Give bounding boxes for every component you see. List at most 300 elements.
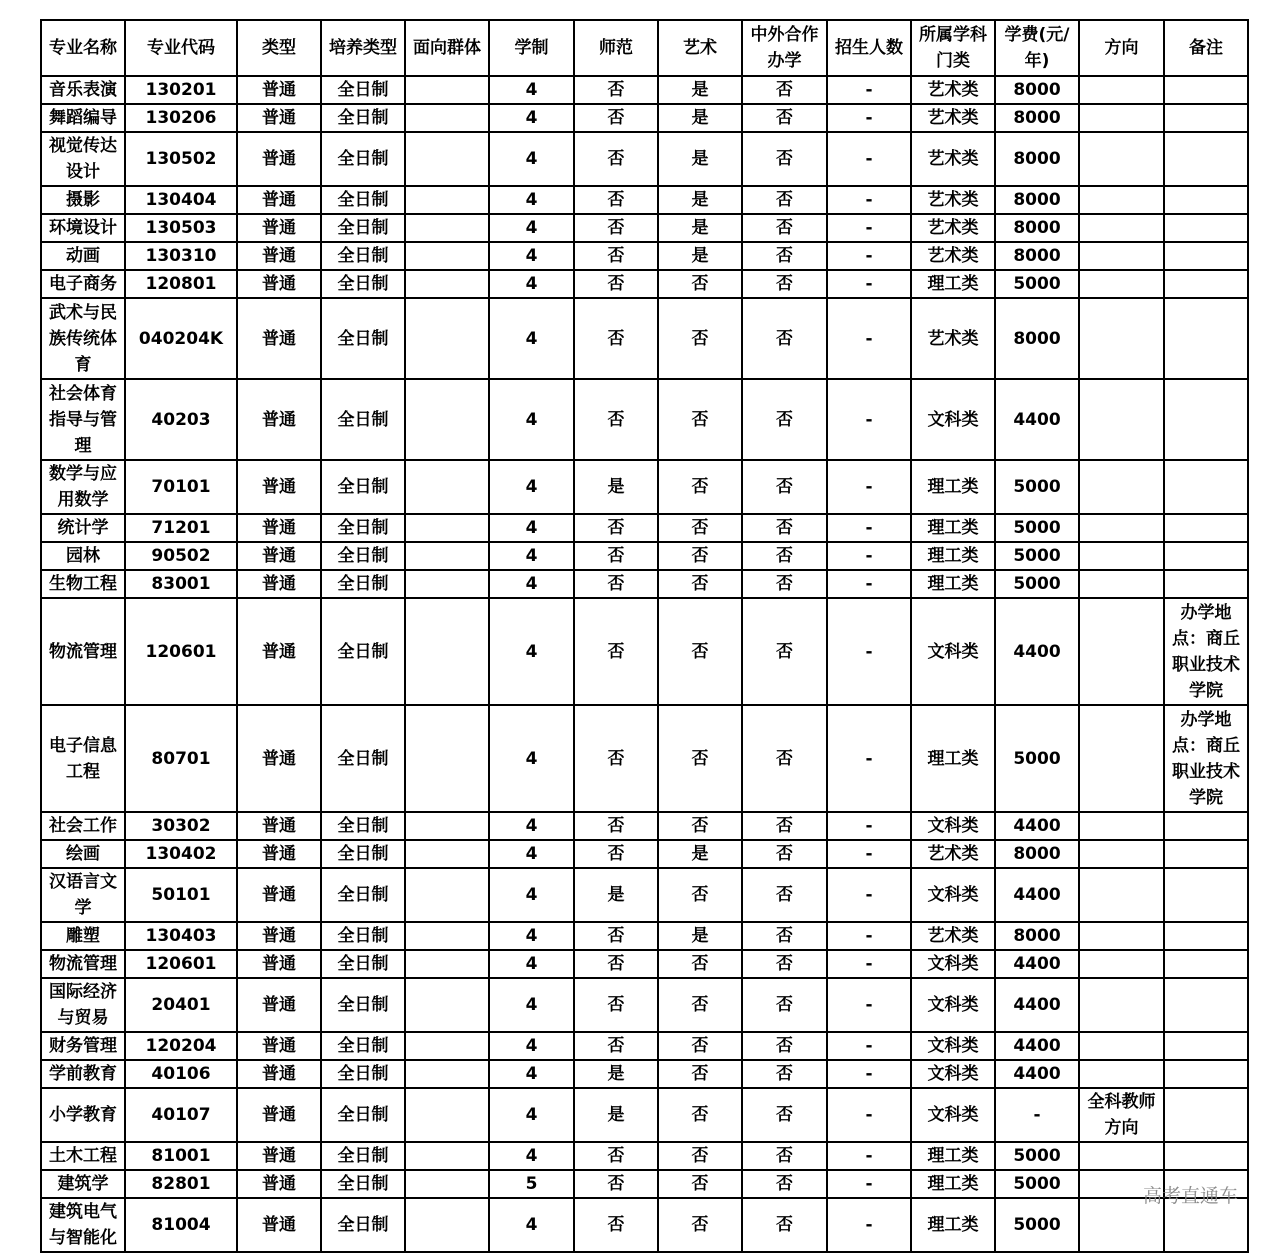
cell-coop: 否 [742, 978, 827, 1032]
cell-direction [1079, 76, 1164, 104]
cell-count: - [827, 460, 911, 514]
cell-art: 否 [658, 298, 742, 379]
header-col-category: 所属学科门类 [911, 20, 995, 76]
cell-coop: 否 [742, 868, 827, 922]
cell-normal: 否 [574, 242, 658, 270]
cell-group [405, 514, 489, 542]
cell-years: 4 [489, 570, 574, 598]
cell-years: 4 [489, 460, 574, 514]
cell-category: 理工类 [911, 1170, 995, 1198]
cell-group [405, 379, 489, 460]
cell-normal: 是 [574, 868, 658, 922]
cell-art: 否 [658, 950, 742, 978]
cell-category: 理工类 [911, 1142, 995, 1170]
cell-count: - [827, 379, 911, 460]
cell-category: 文科类 [911, 868, 995, 922]
cell-code: 120601 [125, 950, 237, 978]
table-row [41, 132, 1248, 186]
table-row [41, 1170, 1248, 1198]
cell-note [1164, 104, 1248, 132]
cell-fee: 5000 [995, 570, 1079, 598]
cell-fee: 4400 [995, 812, 1079, 840]
cell-code: 82801 [125, 1170, 237, 1198]
cell-code: 120601 [125, 598, 237, 705]
cell-normal: 否 [574, 978, 658, 1032]
cell-group [405, 542, 489, 570]
cell-art: 是 [658, 840, 742, 868]
cell-art: 是 [658, 104, 742, 132]
cell-mode: 全日制 [321, 514, 405, 542]
cell-fee: 8000 [995, 214, 1079, 242]
cell-count: - [827, 242, 911, 270]
cell-years: 4 [489, 1032, 574, 1060]
cell-direction [1079, 186, 1164, 214]
cell-years: 4 [489, 868, 574, 922]
cell-count: - [827, 868, 911, 922]
header-col-type: 类型 [237, 20, 321, 76]
header-col-group: 面向群体 [405, 20, 489, 76]
cell-category: 艺术类 [911, 242, 995, 270]
cell-normal: 否 [574, 104, 658, 132]
cell-art: 否 [658, 514, 742, 542]
cell-type: 普通 [237, 214, 321, 242]
cell-code: 81001 [125, 1142, 237, 1170]
cell-note [1164, 186, 1248, 214]
cell-name: 环境设计 [41, 214, 125, 242]
cell-type: 普通 [237, 1170, 321, 1198]
cell-mode: 全日制 [321, 1170, 405, 1198]
cell-normal: 否 [574, 514, 658, 542]
cell-art: 否 [658, 379, 742, 460]
cell-name: 学前教育 [41, 1060, 125, 1088]
cell-coop: 否 [742, 104, 827, 132]
cell-coop: 否 [742, 705, 827, 812]
cell-mode: 全日制 [321, 1088, 405, 1142]
cell-count: - [827, 840, 911, 868]
cell-note [1164, 1088, 1248, 1142]
cell-category: 文科类 [911, 1032, 995, 1060]
cell-mode: 全日制 [321, 76, 405, 104]
cell-fee: 4400 [995, 598, 1079, 705]
cell-mode: 全日制 [321, 922, 405, 950]
header-col-fee: 学费(元/年) [995, 20, 1079, 76]
cell-normal: 否 [574, 705, 658, 812]
cell-code: 40107 [125, 1088, 237, 1142]
cell-direction [1079, 1142, 1164, 1170]
cell-note: 办学地点：商丘职业技术学院 [1164, 598, 1248, 705]
cell-years: 4 [489, 104, 574, 132]
cell-name: 绘画 [41, 840, 125, 868]
cell-group [405, 186, 489, 214]
cell-coop: 否 [742, 1142, 827, 1170]
table-row [41, 868, 1248, 922]
cell-code: 130206 [125, 104, 237, 132]
cell-normal: 否 [574, 1032, 658, 1060]
cell-type: 普通 [237, 379, 321, 460]
cell-normal: 否 [574, 270, 658, 298]
cell-note [1164, 514, 1248, 542]
cell-coop: 否 [742, 598, 827, 705]
cell-fee: 5000 [995, 1170, 1079, 1198]
cell-fee: 5000 [995, 705, 1079, 812]
cell-count: - [827, 186, 911, 214]
cell-type: 普通 [237, 242, 321, 270]
cell-code: 130201 [125, 76, 237, 104]
cell-fee: 4400 [995, 1060, 1079, 1088]
cell-fee: 5000 [995, 270, 1079, 298]
cell-count: - [827, 270, 911, 298]
cell-type: 普通 [237, 598, 321, 705]
cell-count: - [827, 1060, 911, 1088]
cell-type: 普通 [237, 868, 321, 922]
cell-direction [1079, 598, 1164, 705]
cell-name: 动画 [41, 242, 125, 270]
cell-normal: 是 [574, 1088, 658, 1142]
cell-mode: 全日制 [321, 1142, 405, 1170]
cell-name: 建筑学 [41, 1170, 125, 1198]
cell-fee: 8000 [995, 922, 1079, 950]
cell-direction [1079, 812, 1164, 840]
cell-mode: 全日制 [321, 978, 405, 1032]
cell-type: 普通 [237, 132, 321, 186]
table-row [41, 1032, 1248, 1060]
cell-fee: 4400 [995, 978, 1079, 1032]
cell-years: 4 [489, 840, 574, 868]
cell-art: 否 [658, 1088, 742, 1142]
cell-art: 否 [658, 570, 742, 598]
cell-code: 70101 [125, 460, 237, 514]
cell-type: 普通 [237, 1060, 321, 1088]
cell-direction [1079, 950, 1164, 978]
cell-name: 数学与应用数学 [41, 460, 125, 514]
cell-count: - [827, 542, 911, 570]
cell-code: 40203 [125, 379, 237, 460]
table-row [41, 922, 1248, 950]
cell-normal: 否 [574, 186, 658, 214]
cell-art: 否 [658, 542, 742, 570]
cell-direction: 全科教师方向 [1079, 1088, 1164, 1142]
cell-count: - [827, 950, 911, 978]
majors-table [40, 19, 1249, 1253]
table-row [41, 104, 1248, 132]
cell-count: - [827, 570, 911, 598]
cell-count: - [827, 76, 911, 104]
cell-years: 4 [489, 270, 574, 298]
table-row [41, 1142, 1248, 1170]
cell-name: 财务管理 [41, 1032, 125, 1060]
table-row [41, 598, 1248, 705]
cell-years: 4 [489, 379, 574, 460]
cell-category: 艺术类 [911, 132, 995, 186]
cell-normal: 否 [574, 840, 658, 868]
cell-category: 理工类 [911, 570, 995, 598]
cell-type: 普通 [237, 950, 321, 978]
cell-art: 否 [658, 598, 742, 705]
cell-coop: 否 [742, 1060, 827, 1088]
cell-fee: 8000 [995, 840, 1079, 868]
cell-direction [1079, 132, 1164, 186]
cell-group [405, 840, 489, 868]
cell-name: 统计学 [41, 514, 125, 542]
cell-category: 理工类 [911, 460, 995, 514]
header-col-mode: 培养类型 [321, 20, 405, 76]
cell-mode: 全日制 [321, 242, 405, 270]
cell-note [1164, 978, 1248, 1032]
cell-direction [1079, 922, 1164, 950]
table-body [41, 76, 1248, 1252]
cell-mode: 全日制 [321, 270, 405, 298]
cell-art: 否 [658, 1198, 742, 1252]
cell-category: 文科类 [911, 598, 995, 705]
cell-code: 130310 [125, 242, 237, 270]
cell-count: - [827, 1170, 911, 1198]
cell-note [1164, 1032, 1248, 1060]
cell-direction [1079, 460, 1164, 514]
table-row [41, 812, 1248, 840]
cell-art: 否 [658, 812, 742, 840]
cell-normal: 否 [574, 922, 658, 950]
table-row [41, 1198, 1248, 1252]
cell-type: 普通 [237, 1198, 321, 1252]
cell-direction [1079, 1060, 1164, 1088]
cell-code: 120801 [125, 270, 237, 298]
cell-type: 普通 [237, 840, 321, 868]
header-col-code: 专业代码 [125, 20, 237, 76]
header-col-name: 专业名称 [41, 20, 125, 76]
table-row [41, 514, 1248, 542]
cell-fee: - [995, 1088, 1079, 1142]
cell-type: 普通 [237, 978, 321, 1032]
table-header-row [41, 20, 1248, 76]
cell-mode: 全日制 [321, 186, 405, 214]
cell-coop: 否 [742, 214, 827, 242]
cell-mode: 全日制 [321, 1198, 405, 1252]
cell-note [1164, 379, 1248, 460]
cell-fee: 8000 [995, 186, 1079, 214]
cell-art: 是 [658, 922, 742, 950]
cell-group [405, 978, 489, 1032]
cell-category: 艺术类 [911, 214, 995, 242]
cell-years: 4 [489, 186, 574, 214]
majors-table-container [40, 19, 1249, 1253]
cell-count: - [827, 1088, 911, 1142]
table-row [41, 840, 1248, 868]
cell-fee: 5000 [995, 514, 1079, 542]
cell-category: 理工类 [911, 1198, 995, 1252]
cell-normal: 否 [574, 1170, 658, 1198]
cell-direction [1079, 214, 1164, 242]
cell-code: 90502 [125, 542, 237, 570]
cell-coop: 否 [742, 514, 827, 542]
table-row [41, 379, 1248, 460]
cell-years: 4 [489, 514, 574, 542]
cell-mode: 全日制 [321, 840, 405, 868]
cell-name: 物流管理 [41, 598, 125, 705]
cell-count: - [827, 1142, 911, 1170]
cell-years: 4 [489, 922, 574, 950]
cell-direction [1079, 840, 1164, 868]
cell-fee: 5000 [995, 542, 1079, 570]
cell-note [1164, 460, 1248, 514]
cell-normal: 否 [574, 542, 658, 570]
cell-note [1164, 542, 1248, 570]
header-col-art: 艺术 [658, 20, 742, 76]
cell-note [1164, 868, 1248, 922]
cell-direction [1079, 514, 1164, 542]
cell-mode: 全日制 [321, 705, 405, 812]
cell-note [1164, 950, 1248, 978]
cell-category: 理工类 [911, 270, 995, 298]
cell-category: 文科类 [911, 812, 995, 840]
cell-years: 4 [489, 978, 574, 1032]
cell-category: 理工类 [911, 705, 995, 812]
cell-mode: 全日制 [321, 1060, 405, 1088]
cell-name: 电子信息工程 [41, 705, 125, 812]
cell-type: 普通 [237, 922, 321, 950]
cell-note [1164, 840, 1248, 868]
cell-mode: 全日制 [321, 868, 405, 922]
cell-coop: 否 [742, 840, 827, 868]
header-col-normal: 师范 [574, 20, 658, 76]
cell-normal: 否 [574, 950, 658, 978]
cell-coop: 否 [742, 1032, 827, 1060]
header-col-note: 备注 [1164, 20, 1248, 76]
cell-normal: 否 [574, 214, 658, 242]
table-row [41, 542, 1248, 570]
cell-direction [1079, 104, 1164, 132]
cell-art: 否 [658, 868, 742, 922]
cell-art: 否 [658, 1142, 742, 1170]
cell-group [405, 598, 489, 705]
cell-code: 130503 [125, 214, 237, 242]
cell-count: - [827, 514, 911, 542]
cell-count: - [827, 922, 911, 950]
cell-years: 4 [489, 950, 574, 978]
cell-category: 文科类 [911, 1060, 995, 1088]
table-row [41, 270, 1248, 298]
cell-years: 4 [489, 598, 574, 705]
cell-code: 040204K [125, 298, 237, 379]
cell-category: 文科类 [911, 379, 995, 460]
cell-category: 艺术类 [911, 922, 995, 950]
cell-coop: 否 [742, 1198, 827, 1252]
cell-years: 4 [489, 132, 574, 186]
cell-mode: 全日制 [321, 379, 405, 460]
cell-type: 普通 [237, 542, 321, 570]
cell-years: 4 [489, 542, 574, 570]
cell-name: 建筑电气与智能化 [41, 1198, 125, 1252]
cell-count: - [827, 598, 911, 705]
cell-type: 普通 [237, 298, 321, 379]
header-col-direction: 方向 [1079, 20, 1164, 76]
cell-normal: 否 [574, 379, 658, 460]
cell-years: 5 [489, 1170, 574, 1198]
cell-category: 文科类 [911, 950, 995, 978]
cell-normal: 否 [574, 1142, 658, 1170]
cell-coop: 否 [742, 270, 827, 298]
cell-mode: 全日制 [321, 812, 405, 840]
cell-art: 否 [658, 1170, 742, 1198]
cell-code: 130404 [125, 186, 237, 214]
table-row [41, 978, 1248, 1032]
cell-type: 普通 [237, 705, 321, 812]
cell-type: 普通 [237, 104, 321, 132]
cell-mode: 全日制 [321, 104, 405, 132]
cell-direction [1079, 978, 1164, 1032]
cell-mode: 全日制 [321, 598, 405, 705]
cell-group [405, 242, 489, 270]
cell-name: 雕塑 [41, 922, 125, 950]
cell-code: 83001 [125, 570, 237, 598]
table-row [41, 570, 1248, 598]
cell-group [405, 270, 489, 298]
cell-coop: 否 [742, 379, 827, 460]
cell-type: 普通 [237, 1142, 321, 1170]
cell-name: 社会体育指导与管理 [41, 379, 125, 460]
cell-name: 园林 [41, 542, 125, 570]
cell-fee: 8000 [995, 298, 1079, 379]
cell-note [1164, 1142, 1248, 1170]
cell-group [405, 868, 489, 922]
cell-name: 物流管理 [41, 950, 125, 978]
cell-code: 71201 [125, 514, 237, 542]
cell-mode: 全日制 [321, 132, 405, 186]
cell-group [405, 104, 489, 132]
cell-type: 普通 [237, 1032, 321, 1060]
cell-code: 80701 [125, 705, 237, 812]
table-row [41, 186, 1248, 214]
cell-normal: 否 [574, 1198, 658, 1252]
cell-coop: 否 [742, 922, 827, 950]
cell-count: - [827, 104, 911, 132]
table-row [41, 1060, 1248, 1088]
cell-years: 4 [489, 1088, 574, 1142]
cell-years: 4 [489, 298, 574, 379]
cell-fee: 8000 [995, 76, 1079, 104]
cell-category: 艺术类 [911, 186, 995, 214]
cell-group [405, 1142, 489, 1170]
cell-fee: 8000 [995, 132, 1079, 186]
cell-art: 是 [658, 186, 742, 214]
cell-type: 普通 [237, 186, 321, 214]
cell-coop: 否 [742, 76, 827, 104]
cell-type: 普通 [237, 514, 321, 542]
cell-count: - [827, 1198, 911, 1252]
cell-direction [1079, 270, 1164, 298]
cell-coop: 否 [742, 298, 827, 379]
cell-name: 土木工程 [41, 1142, 125, 1170]
table-row [41, 1088, 1248, 1142]
cell-fee: 4400 [995, 868, 1079, 922]
cell-coop: 否 [742, 1170, 827, 1198]
cell-normal: 否 [574, 298, 658, 379]
cell-normal: 否 [574, 598, 658, 705]
cell-name: 摄影 [41, 186, 125, 214]
cell-group [405, 298, 489, 379]
cell-group [405, 1170, 489, 1198]
cell-note [1164, 76, 1248, 104]
cell-group [405, 1032, 489, 1060]
cell-category: 艺术类 [911, 298, 995, 379]
cell-type: 普通 [237, 76, 321, 104]
cell-art: 否 [658, 1060, 742, 1088]
cell-normal: 是 [574, 1060, 658, 1088]
cell-normal: 否 [574, 570, 658, 598]
cell-fee: 4400 [995, 950, 1079, 978]
cell-group [405, 922, 489, 950]
cell-mode: 全日制 [321, 1032, 405, 1060]
table-row [41, 242, 1248, 270]
